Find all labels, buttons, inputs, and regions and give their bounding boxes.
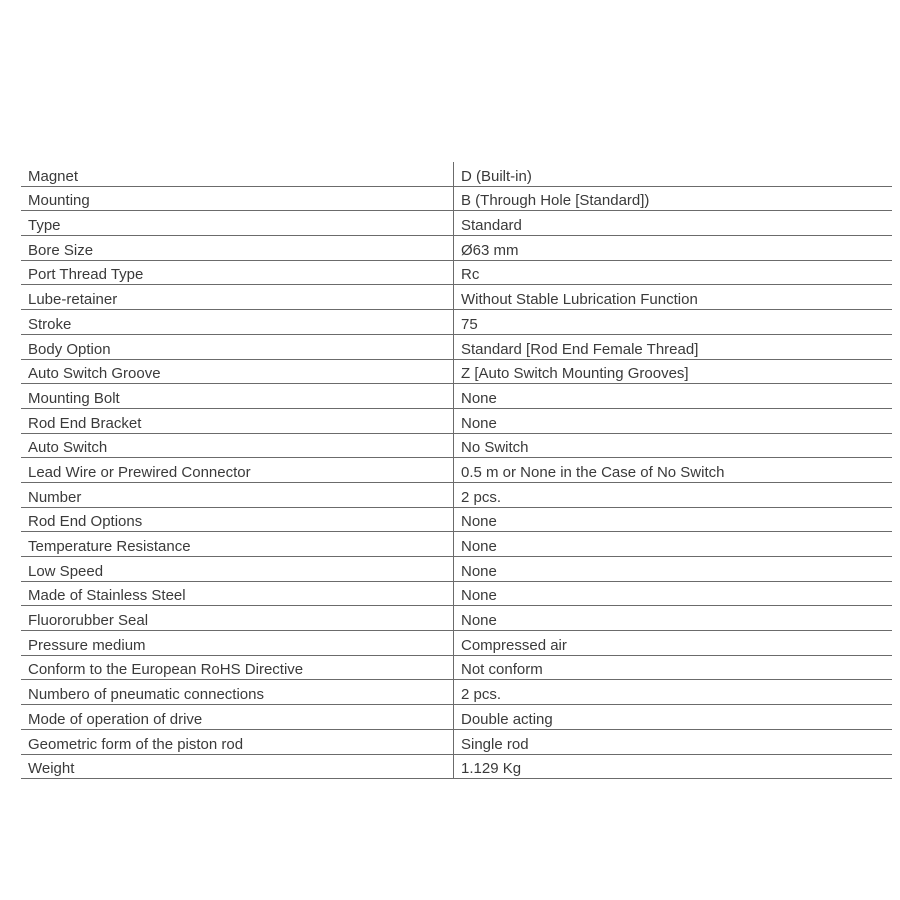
spec-value: 2 pcs. bbox=[454, 680, 893, 705]
spec-value: None bbox=[454, 408, 893, 433]
spec-value: None bbox=[454, 606, 893, 631]
specification-table-body bbox=[21, 162, 892, 779]
spec-value: Z [Auto Switch Mounting Grooves] bbox=[454, 359, 893, 384]
spec-row bbox=[21, 285, 892, 310]
spec-value: Without Stable Lubrication Function bbox=[454, 285, 893, 310]
spec-row bbox=[21, 236, 892, 261]
spec-row bbox=[21, 384, 892, 409]
spec-value: Standard bbox=[454, 211, 893, 236]
spec-value: 1.129 Kg bbox=[454, 754, 893, 779]
spec-label: Fluororubber Seal bbox=[21, 606, 454, 631]
spec-label: Rod End Bracket bbox=[21, 408, 454, 433]
spec-value: No Switch bbox=[454, 433, 893, 458]
spec-label: Made of Stainless Steel bbox=[21, 581, 454, 606]
spec-row bbox=[21, 260, 892, 285]
spec-label: Type bbox=[21, 211, 454, 236]
spec-row bbox=[21, 482, 892, 507]
spec-label: Geometric form of the piston rod bbox=[21, 729, 454, 754]
spec-value: 2 pcs. bbox=[454, 482, 893, 507]
spec-label: Lead Wire or Prewired Connector bbox=[21, 458, 454, 483]
spec-label: Lube-retainer bbox=[21, 285, 454, 310]
spec-row bbox=[21, 581, 892, 606]
spec-value: Not conform bbox=[454, 655, 893, 680]
spec-label: Magnet bbox=[21, 162, 454, 186]
spec-label: Pressure medium bbox=[21, 631, 454, 656]
spec-row bbox=[21, 754, 892, 779]
spec-row bbox=[21, 162, 892, 186]
spec-row bbox=[21, 557, 892, 582]
spec-label: Body Option bbox=[21, 334, 454, 359]
spec-row bbox=[21, 334, 892, 359]
spec-value: Double acting bbox=[454, 705, 893, 730]
spec-value: None bbox=[454, 557, 893, 582]
spec-value: 0.5 m or None in the Case of No Switch bbox=[454, 458, 893, 483]
spec-label: Temperature Resistance bbox=[21, 532, 454, 557]
spec-label: Port Thread Type bbox=[21, 260, 454, 285]
spec-row bbox=[21, 680, 892, 705]
spec-label: Auto Switch bbox=[21, 433, 454, 458]
spec-row bbox=[21, 507, 892, 532]
spec-row bbox=[21, 705, 892, 730]
spec-label: Auto Switch Groove bbox=[21, 359, 454, 384]
spec-label: Low Speed bbox=[21, 557, 454, 582]
spec-row bbox=[21, 729, 892, 754]
spec-row bbox=[21, 458, 892, 483]
spec-value: Rc bbox=[454, 260, 893, 285]
spec-row bbox=[21, 532, 892, 557]
spec-row bbox=[21, 211, 892, 236]
spec-value: D (Built-in) bbox=[454, 162, 893, 186]
spec-label: Mounting Bolt bbox=[21, 384, 454, 409]
spec-value: None bbox=[454, 507, 893, 532]
spec-row bbox=[21, 606, 892, 631]
spec-value: Compressed air bbox=[454, 631, 893, 656]
spec-label: Conform to the European RoHS Directive bbox=[21, 655, 454, 680]
spec-label: Number bbox=[21, 482, 454, 507]
spec-value: Single rod bbox=[454, 729, 893, 754]
spec-row bbox=[21, 186, 892, 211]
spec-value: None bbox=[454, 532, 893, 557]
spec-row bbox=[21, 655, 892, 680]
spec-label: Mode of operation of drive bbox=[21, 705, 454, 730]
spec-label: Bore Size bbox=[21, 236, 454, 261]
specification-table bbox=[21, 162, 892, 779]
spec-row bbox=[21, 433, 892, 458]
spec-value: B (Through Hole [Standard]) bbox=[454, 186, 893, 211]
spec-label: Numbero of pneumatic connections bbox=[21, 680, 454, 705]
spec-label: Mounting bbox=[21, 186, 454, 211]
spec-value: None bbox=[454, 581, 893, 606]
spec-value: Ø63 mm bbox=[454, 236, 893, 261]
spec-label: Weight bbox=[21, 754, 454, 779]
spec-label: Stroke bbox=[21, 310, 454, 335]
spec-row bbox=[21, 310, 892, 335]
spec-value: 75 bbox=[454, 310, 893, 335]
spec-row bbox=[21, 408, 892, 433]
spec-value: Standard [Rod End Female Thread] bbox=[454, 334, 893, 359]
spec-row bbox=[21, 631, 892, 656]
spec-value: None bbox=[454, 384, 893, 409]
spec-label: Rod End Options bbox=[21, 507, 454, 532]
spec-row bbox=[21, 359, 892, 384]
